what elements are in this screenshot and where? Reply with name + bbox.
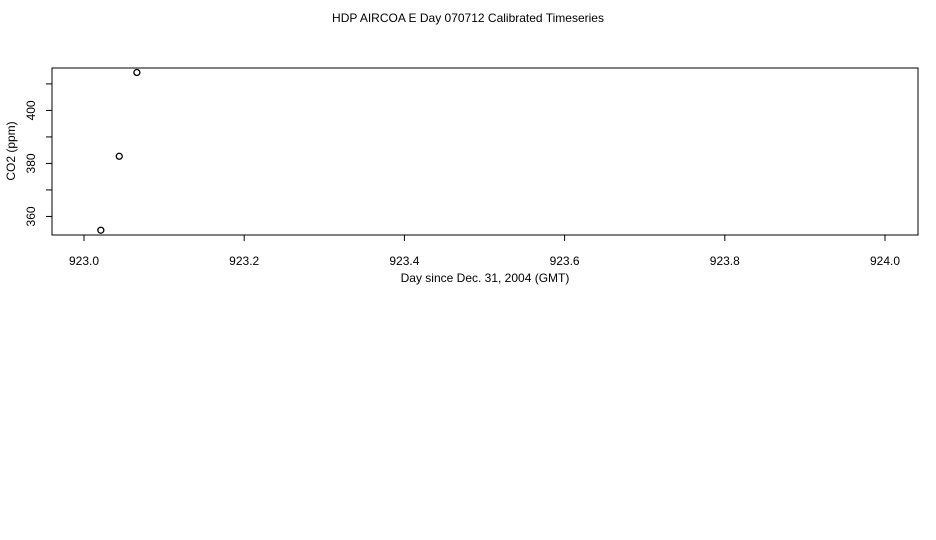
x-tick-label: 923.4	[389, 254, 420, 268]
data-points	[98, 70, 140, 234]
x-tick-label: 923.2	[229, 254, 260, 268]
y-axis-label: CO2 (ppm)	[4, 121, 18, 181]
x-tick-label: 923.8	[709, 254, 740, 268]
x-tick-label: 924.0	[869, 254, 901, 268]
y-tick-label: 360	[24, 206, 38, 227]
y-tick-label: 380	[24, 153, 38, 174]
y-axis	[24, 84, 52, 227]
x-axis	[69, 235, 900, 268]
plot-frame	[52, 68, 918, 235]
x-tick-label: 923.0	[68, 254, 100, 268]
chart-title: HDP AIRCOA E Day 070712 Calibrated Timeseries	[332, 11, 604, 25]
x-axis-label: Day since Dec. 31, 2004 (GMT)	[400, 271, 570, 285]
y-tick-label: 400	[24, 100, 38, 121]
data-point	[134, 70, 140, 76]
x-tick-label: 923.6	[549, 254, 580, 268]
data-point	[98, 227, 104, 233]
data-point	[116, 153, 122, 159]
